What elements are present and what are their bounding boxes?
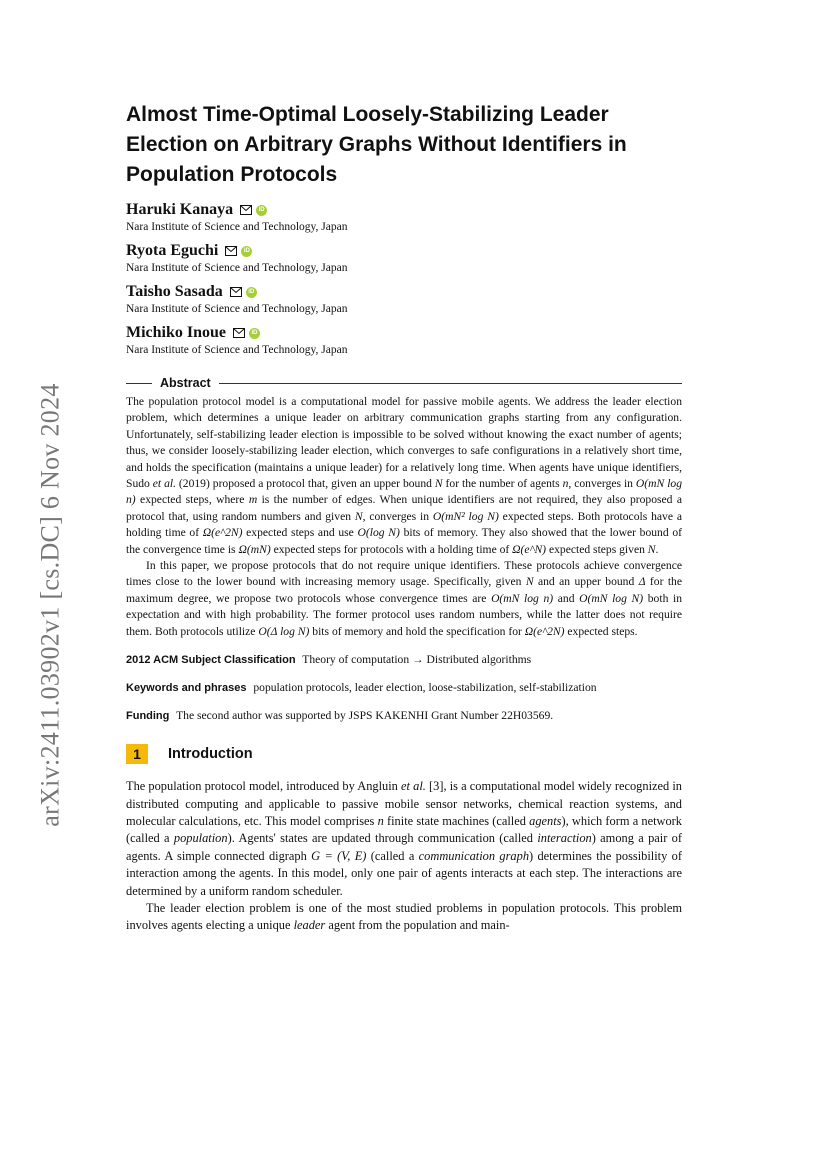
arxiv-identifier: arXiv:2411.03902v1 [cs.DC] 6 Nov 2024 (36, 383, 65, 827)
envelope-icon[interactable] (225, 246, 237, 256)
envelope-icon[interactable] (233, 328, 245, 338)
orcid-icon[interactable]: iD (246, 287, 257, 298)
title-line: Population Protocols (126, 163, 338, 186)
meta-value: The second author was supported by JSPS KAKENHI Grant Number 22H03569. (176, 709, 554, 723)
abstract-heading (126, 376, 682, 390)
paper-page (126, 100, 682, 935)
author-block (126, 200, 682, 235)
author-list (126, 200, 682, 358)
author-affiliation: Nara Institute of Science and Technology, Japan (126, 303, 348, 315)
orcid-icon[interactable]: iD (241, 246, 252, 257)
divider (126, 383, 152, 384)
title-line: Election on Arbitrary Graphs Without Identifiers in (126, 133, 627, 156)
author-block (126, 323, 682, 358)
meta-value: population protocols, leader election, loose-stabilization, self-stabilization (253, 681, 597, 695)
section-title: Introduction (168, 746, 253, 763)
author-name: Haruki Kanaya (126, 201, 234, 218)
body-paragraph: The population protocol model, introduced by Angluin et al. [3], is a computational model widely recognized in distributed computing and applicable to passive mobile sensor networks, chemical reaction systems, and molecular calculations, etc. This model comprises n finite state machines (called agents), which form a network (called a population). Agents' states are updated through communication (called interaction) among a pair of agents. A simple connected digraph G = (V, E) (called a communication graph) determines the possibility of interaction among the agents. In this model, only one pair of agents interacts at each step. The interactions are determined by a uniform random scheduler. (126, 779, 682, 898)
author-affiliation: Nara Institute of Science and Technology, Japan (126, 221, 348, 233)
divider (219, 383, 682, 384)
acm-classification (126, 652, 682, 668)
meta-value: Theory of computation → Distributed algorithms (302, 653, 532, 667)
section-heading (126, 744, 682, 764)
meta-label: Funding (126, 710, 170, 723)
author-name: Taisho Sasada (126, 283, 223, 300)
abstract-paragraph: In this paper, we propose protocols that do not require unique identifiers. These protocols achieve convergence times close to the lower bound with increasing memory usage. Specifically, given N and an upper bound Δ for the maximum degree, we propose two protocols whose convergence times are O(mN log n) and O(mN log N) both in expectation and with high probability. The former protocol uses random numbers, while the latter does not require them. Both protocols utilize O(Δ log N) bits of memory and hold the specification for Ω(e^2N) expected steps. (126, 559, 683, 638)
orcid-icon[interactable]: iD (249, 328, 260, 339)
envelope-icon[interactable] (230, 287, 242, 297)
funding (126, 708, 682, 724)
title-line: Almost Time-Optimal Loosely-Stabilizing Leader (126, 103, 609, 126)
author-affiliation: Nara Institute of Science and Technology, Japan (126, 344, 348, 356)
meta-label: 2012 ACM Subject Classification (126, 654, 296, 667)
orcid-icon[interactable]: iD (256, 205, 267, 216)
abstract-label: Abstract (160, 376, 211, 390)
paper-title (126, 100, 682, 190)
author-affiliation: Nara Institute of Science and Technology, Japan (126, 262, 348, 274)
meta-label: Keywords and phrases (126, 682, 247, 695)
author-name: Michiko Inoue (126, 324, 227, 341)
author-block (126, 241, 682, 276)
body-paragraph: The leader election problem is one of the most studied problems in population protocols. This problem involves agents electing a unique leader agent from the population and main- (126, 900, 682, 933)
arxiv-side-stamp (28, 365, 74, 845)
author-block (126, 282, 682, 317)
author-name: Ryota Eguchi (126, 242, 219, 259)
section-number: 1 (126, 744, 148, 764)
section-body (126, 778, 682, 935)
abstract-paragraph: The population protocol model is a computational model for passive mobile agents. We address the leader election problem, which determines a unique leader on arbitrary communication graphs starting from any configuration. Unfortunately, self-stabilizing leader election is impossible to be solved without knowing the exact number of agents; thus, we consider loosely-stabilizing leader election, which converges to safe configurations in a relatively short time, and holds the specification (maintains a unique leader) for a relatively long time. When agents have unique identifiers, Sudo et al. (2019) proposed a protocol that, given an upper bound N for the number of agents n, converges in O(mN log n) expected steps, where m is the number of edges. When unique identifiers are not required, they also proposed a protocol that, using random numbers and given N, converges in O(mN² log N) expected steps. Both protocols have a holding time of Ω(e^2N) expected steps and use O(log N) bits of memory. They also showed that the lower bound of the convergence time is Ω(mN) expected steps for protocols with a holding time of Ω(e^N) expected steps given N. (126, 395, 683, 556)
abstract (126, 394, 682, 640)
keywords (126, 680, 682, 696)
envelope-icon[interactable] (240, 205, 252, 215)
